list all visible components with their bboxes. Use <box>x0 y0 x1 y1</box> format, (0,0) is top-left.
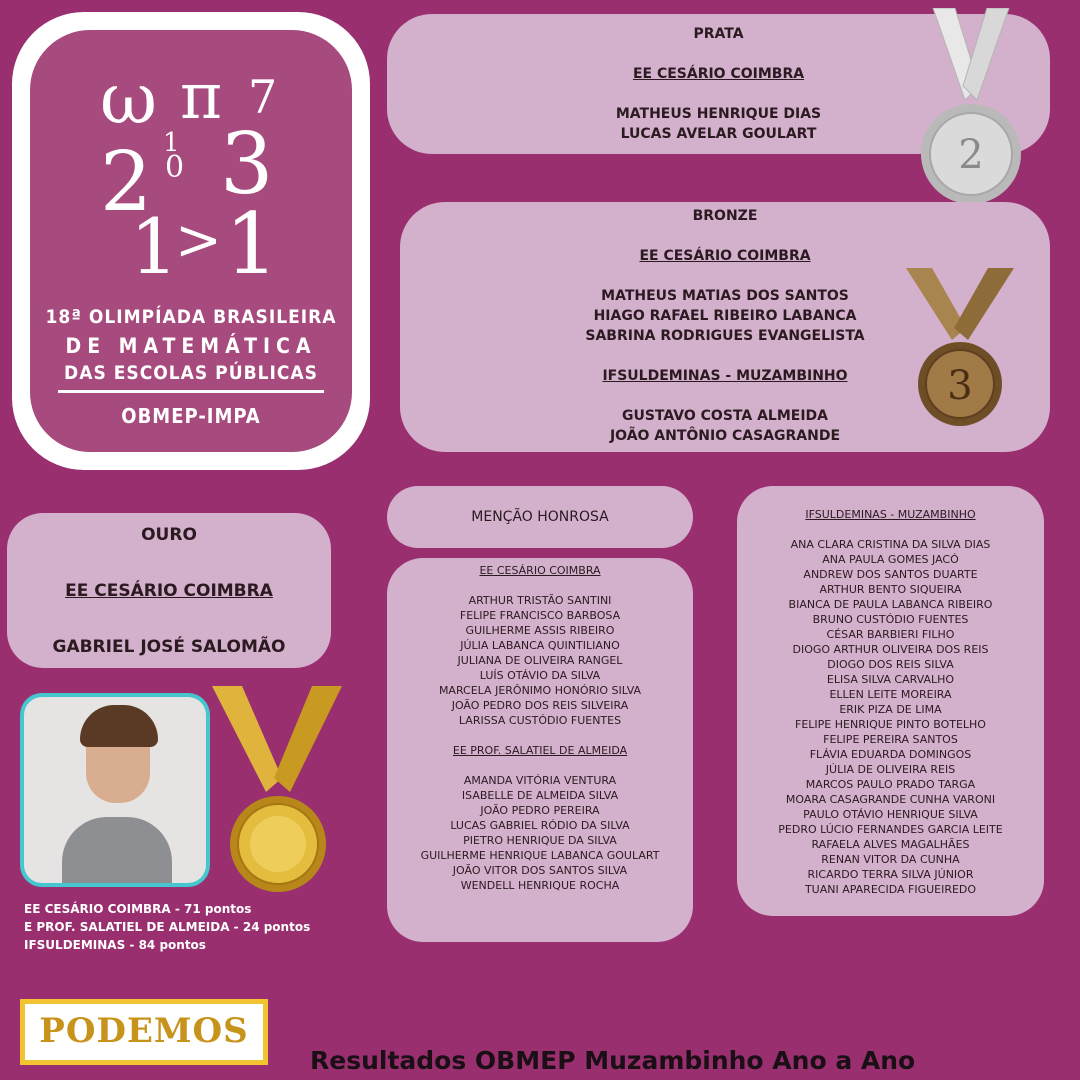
bronze-school-1: EE CESÁRIO COIMBRA <box>639 248 811 264</box>
points-line: EE CESÁRIO COIMBRA - 71 pontos <box>24 902 252 916</box>
mencao-list-card <box>387 558 693 942</box>
mencao-student: JÚLIA LABANCA QUINTILIANO <box>460 639 620 652</box>
mencao-student: JOÃO PEDRO PEREIRA <box>480 804 600 817</box>
ifsul-student: FELIPE PEREIRA SANTOS <box>823 733 958 746</box>
prata-student: LUCAS AVELAR GOULART <box>620 126 817 142</box>
bronze-medal-number: 3 <box>947 363 973 409</box>
ifsul-student: ELLEN LEITE MOREIRA <box>829 688 952 701</box>
mencao-student: PIETRO HENRIQUE DA SILVA <box>463 834 617 847</box>
logo-symbol-one-b: 1 <box>225 195 279 293</box>
mencao-student: LUÍS OTÁVIO DA SILVA <box>479 669 601 682</box>
ifsul-student: ANA CLARA CRISTINA DA SILVA DIAS <box>790 538 991 551</box>
prata-title: PRATA <box>693 26 744 42</box>
mencao-student: ARTHUR TRISTÃO SANTINI <box>468 594 612 607</box>
mencao-student-list-2 <box>387 773 693 893</box>
prata-student: MATHEUS HENRIQUE DIAS <box>615 106 822 122</box>
points-line: IFSULDEMINAS - 84 pontos <box>24 938 206 952</box>
ifsul-student: RICARDO TERRA SILVA JÚNIOR <box>807 868 974 881</box>
logo-line-1: 18ª OLIMPÍADA BRASILEIRA <box>45 306 337 328</box>
ifsul-student-list <box>737 537 1044 897</box>
points-summary <box>24 900 310 954</box>
ifsul-student: BIANCA DE PAULA LABANCA RIBEIRO <box>788 598 993 611</box>
bronze-student: JOÃO ANTÔNIO CASAGRANDE <box>609 428 841 444</box>
ifsul-student: ERIK PIZA DE LIMA <box>839 703 942 716</box>
mencao-student: LUCAS GABRIEL RÓDIO DA SILVA <box>450 819 630 832</box>
ifsul-student: PEDRO LÚCIO FERNANDES GARCIA LEITE <box>778 823 1003 836</box>
podemos-badge <box>20 999 268 1065</box>
prata-school: EE CESÁRIO COIMBRA <box>632 66 805 82</box>
silver-medal-number: 2 <box>958 132 984 178</box>
mencao-school-2: EE PROF. SALATIEL DE ALMEIDA <box>452 744 628 757</box>
mencao-school-1: EE CESÁRIO COIMBRA <box>479 564 601 577</box>
mencao-student: LARISSA CUSTÓDIO FUENTES <box>458 714 622 727</box>
ifsul-student: ANA PAULA GOMES JACÓ <box>822 553 959 566</box>
mencao-student: ISABELLE DE ALMEIDA SILVA <box>461 789 619 802</box>
podemos-text: PODEMOS <box>39 1011 249 1051</box>
logo-line-2: DE MATEMÁTICA <box>65 334 317 358</box>
points-line: E PROF. SALATIEL DE ALMEIDA - 24 pontos <box>24 920 311 934</box>
mencao-student: MARCELA JERÔNIMO HONÓRIO SILVA <box>438 684 642 697</box>
ifsul-student: JÚLIA DE OLIVEIRA REIS <box>825 763 956 776</box>
mencao-title-card <box>387 486 693 548</box>
logo-symbol-one-a: 1 <box>130 202 179 291</box>
bronze-student: GUSTAVO COSTA ALMEIDA <box>621 408 828 424</box>
ifsul-school: IFSULDEMINAS - MUZAMBINHO <box>805 508 976 521</box>
ouro-card <box>7 513 331 668</box>
ifsul-student: TUANI APARECIDA FIGUEIREDO <box>804 883 977 896</box>
ifsul-student: ARTHUR BENTO SIQUEIRA <box>819 583 962 596</box>
mencao-student: GUILHERME ASSIS RIBEIRO <box>465 624 615 637</box>
mencao-student-list-1 <box>387 593 693 728</box>
mencao-student: WENDELL HENRIQUE ROCHA <box>460 879 620 892</box>
mencao-student: JULIANA DE OLIVEIRA RANGEL <box>457 654 623 667</box>
ifsul-student: PAULO OTÁVIO HENRIQUE SILVA <box>803 808 978 821</box>
obmep-logo <box>30 30 352 452</box>
mencao-student: JOÃO VITOR DOS SANTOS SILVA <box>452 864 628 877</box>
bronze-title: BRONZE <box>692 208 758 224</box>
logo-symbol-pi: π <box>180 60 223 134</box>
ifsul-student: ELISA SILVA CARVALHO <box>826 673 955 686</box>
ifsul-student: DIOGO DOS REIS SILVA <box>827 658 954 671</box>
logo-symbol-omega: ω <box>100 58 158 140</box>
ifsul-student: RAFAELA ALVES MAGALHÃES <box>811 838 970 851</box>
mencao-student: AMANDA VITÓRIA VENTURA <box>463 774 617 787</box>
ifsul-student: DIOGO ARTHUR OLIVEIRA DOS REIS <box>792 643 989 656</box>
student-photo <box>24 697 206 883</box>
student-photo-frame <box>20 693 210 887</box>
ouro-title: OURO <box>141 525 197 545</box>
ouro-student: GABRIEL JOSÉ SALOMÃO <box>52 637 286 657</box>
bronze-student: HIAGO RAFAEL RIBEIRO LABANCA <box>593 308 857 324</box>
bronze-student: MATHEUS MATIAS DOS SANTOS <box>601 288 849 304</box>
ifsul-student: CÉSAR BARBIERI FILHO <box>826 628 955 641</box>
logo-symbol-greater: > <box>175 208 222 273</box>
mencao-student: JOÃO PEDRO DOS REIS SILVEIRA <box>451 699 629 712</box>
mencao-student: FELIPE FRANCISCO BARBOSA <box>459 609 621 622</box>
logo-line-4: OBMEP-IMPA <box>121 404 261 428</box>
mencao-student: GUILHERME HENRIQUE LABANCA GOULART <box>420 849 660 862</box>
bronze-medal-icon <box>902 268 1018 436</box>
bronze-student: SABRINA RODRIGUES EVANGELISTA <box>585 328 865 344</box>
ifsul-student: MOARA CASAGRANDE CUNHA VARONI <box>785 793 996 806</box>
gold-medal-icon <box>212 686 344 894</box>
ouro-school: EE CESÁRIO COIMBRA <box>65 581 273 601</box>
silver-medal-icon <box>915 8 1027 204</box>
ifsul-student: RENAN VITOR DA CUNHA <box>821 853 960 866</box>
footer-title: Resultados OBMEP Muzambinho Ano a Ano <box>310 1046 916 1075</box>
logo-line-3: DAS ESCOLAS PÚBLICAS <box>64 362 318 384</box>
ifsul-list-card <box>737 486 1044 916</box>
logo-symbol-three: 3 <box>220 115 274 213</box>
logo-symbol-seven: 7 <box>248 70 278 124</box>
ifsul-student: BRUNO CUSTÓDIO FUENTES <box>812 613 969 626</box>
ifsul-student: FLÁVIA EDUARDA DOMINGOS <box>809 748 972 761</box>
logo-symbol-two: 2 <box>100 135 153 230</box>
logo-symbol-zero: 0 <box>165 150 185 185</box>
mencao-title: MENÇÃO HONROSA <box>471 509 609 525</box>
ifsul-student: ANDREW DOS SANTOS DUARTE <box>803 568 978 581</box>
bronze-school-2: IFSULDEMINAS - MUZAMBINHO <box>602 368 848 384</box>
ifsul-student: MARCOS PAULO PRADO TARGA <box>805 778 976 791</box>
ifsul-student: FELIPE HENRIQUE PINTO BOTELHO <box>795 718 986 731</box>
logo-divider <box>58 390 324 393</box>
logo-symbol-one-small: 1 <box>163 128 180 158</box>
